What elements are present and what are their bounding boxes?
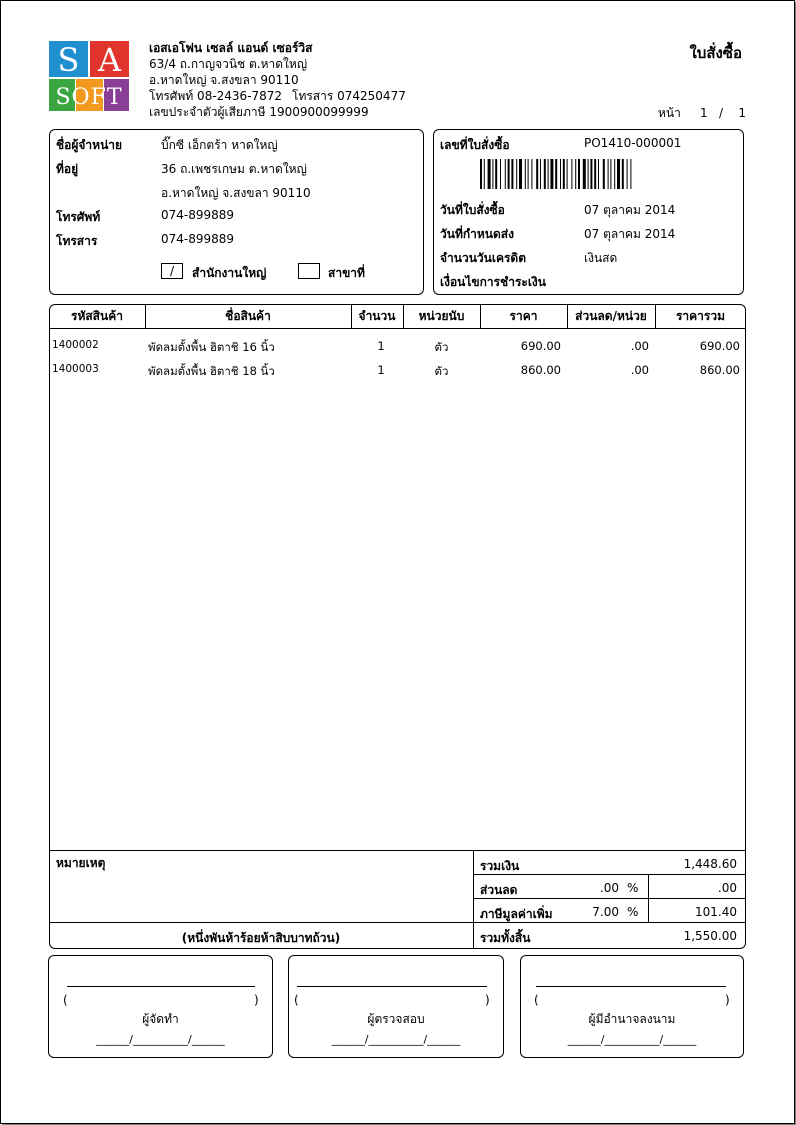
company-address-2: อ.หาดใหญ่ จ.สงขลา 90110 <box>149 73 299 87</box>
col-header-total: ราคารวม <box>675 309 726 323</box>
barcode-bar <box>488 159 491 189</box>
hq-label: สำนักงานใหญ่ <box>192 266 267 280</box>
row-2-discount: .00 <box>630 363 649 377</box>
grand-total-label: รวมทั้งสิ้น <box>480 931 531 945</box>
barcode-bar <box>588 159 589 189</box>
page-current: 1 <box>699 106 708 120</box>
supplier-address-1: 36 ถ.เพชรเกษม ต.หาดใหญ่ <box>161 162 307 176</box>
order-no-label: เลขที่ใบสั่งซื้อ <box>440 138 510 152</box>
company-taxid: เลขประจำตัวผู้เสียภาษี 1900900099999 <box>149 105 369 119</box>
hq-checkbox[interactable]: / <box>161 263 183 279</box>
row-1-qty: 1 <box>377 339 385 353</box>
barcode-bar <box>590 159 592 189</box>
vat-label: ภาษีมูลค่าเพิ่ม <box>480 907 553 921</box>
barcode-bar <box>492 159 493 189</box>
barcode-bar <box>598 159 599 189</box>
barcode-bar <box>505 159 506 189</box>
signature-paren-open: ( <box>294 993 299 1007</box>
order-no: PO1410-000001 <box>584 136 682 150</box>
discount-value: .00 <box>717 881 737 895</box>
barcode-bar <box>614 159 615 189</box>
row-1-unit: ตัว <box>434 340 449 354</box>
row-1-total: 690.00 <box>699 339 740 353</box>
barcode-bar <box>548 159 549 189</box>
page-label: หน้า <box>658 106 681 120</box>
row-1-code: 1400002 <box>52 339 99 351</box>
summary-col-divider <box>473 850 474 949</box>
barcode-bar <box>622 159 624 189</box>
barcode-bar <box>511 159 513 189</box>
signature-line <box>536 986 726 987</box>
barcode-bar <box>617 159 620 189</box>
barcode <box>480 159 692 189</box>
barcode-bar <box>610 159 611 189</box>
discount-percent-sign: % <box>627 881 639 895</box>
supplier-fax-label: โทรสาร <box>56 234 98 248</box>
barcode-bar <box>495 159 497 189</box>
words-divider <box>49 922 746 923</box>
col-header-unit: หน่วยนับ <box>418 309 465 323</box>
grand-total-value: 1,550.00 <box>683 929 737 943</box>
summary-inner-divider <box>648 874 649 922</box>
signature-role-checker: ผู้ตรวจสอบ <box>367 1012 425 1026</box>
barcode-bar <box>627 159 628 189</box>
col-header-code: รหัสสินค้า <box>71 309 123 323</box>
signature-paren-close: ) <box>725 993 730 1007</box>
supplier-address-label: ที่อยู่ <box>56 162 79 176</box>
row-2-name: พัดลมตั้งพื้น ฮิตาชิ 18 นิ้ว <box>148 364 275 378</box>
barcode-bar <box>500 159 501 189</box>
barcode-bar <box>603 159 605 189</box>
supplier-fax: 074-899889 <box>161 232 235 246</box>
signature-paren-close: ) <box>254 993 259 1007</box>
barcode-bar <box>608 159 609 189</box>
barcode-bar <box>536 159 538 189</box>
subtotal-value: 1,448.60 <box>683 857 737 871</box>
barcode-bar <box>630 159 631 189</box>
discount-percent: .00 <box>599 881 619 895</box>
barcode-bar <box>528 159 529 189</box>
row-2-price: 860.00 <box>520 363 561 377</box>
signature-paren-open: ( <box>63 993 68 1007</box>
vat-percent: 7.00 <box>592 905 619 919</box>
company-name: เอสเอโฟน เซลล์ แอนด์ เซอร์วิส <box>149 41 313 55</box>
remark-label: หมายเหตุ <box>56 856 106 870</box>
barcode-bar <box>508 159 510 189</box>
due-date-label: วันที่กำหนดส่ง <box>440 227 514 241</box>
svg-text:A: A <box>97 41 122 79</box>
barcode-bar <box>525 159 526 189</box>
svg-text:S: S <box>57 41 80 79</box>
supplier-phone-label: โทรศัพท์ <box>56 210 101 224</box>
supplier-phone: 074-899889 <box>161 208 235 222</box>
company-phone: โทรศัพท์ 08-2436-7872 <box>149 89 283 103</box>
barcode-bar <box>575 159 576 189</box>
order-date: 07 ตุลาคม 2014 <box>584 203 676 217</box>
vat-value: 101.40 <box>695 905 737 919</box>
discount-label: ส่วนลด <box>480 883 518 897</box>
col-header-discount: ส่วนลด/หน่วย <box>575 309 647 323</box>
barcode-bar <box>583 159 586 189</box>
barcode-bar <box>560 159 561 189</box>
supplier-name-label: ชื่อผู้จำหน่าย <box>56 138 123 152</box>
barcode-bar <box>550 159 553 189</box>
barcode-bar <box>516 159 517 189</box>
barcode-bar <box>544 159 546 189</box>
row-2-unit: ตัว <box>434 364 449 378</box>
order-date-label: วันที่ใบสั่งซื้อ <box>440 203 505 217</box>
branch-label: สาขาที่ <box>328 266 365 280</box>
signature-role-authorizer: ผู้มีอำนาจลงนาม <box>588 1012 676 1026</box>
signature-date-line: ______/__________/______ <box>331 1033 461 1046</box>
summary-divider <box>49 850 746 851</box>
barcode-bar <box>594 159 596 189</box>
barcode-bar <box>571 159 572 189</box>
barcode-bar <box>563 159 565 189</box>
col-header-qty: จำนวน <box>358 309 396 323</box>
signature-line <box>297 986 487 987</box>
barcode-bar <box>555 159 557 189</box>
page-separator: / <box>719 106 724 120</box>
barcode-bar <box>567 159 568 189</box>
signature-date-line: ______/__________/______ <box>96 1033 225 1046</box>
row-2-qty: 1 <box>377 363 385 377</box>
signature-date-line: ______/__________/______ <box>567 1033 697 1046</box>
col-header-price: ราคา <box>509 309 538 323</box>
barcode-bar <box>484 159 485 189</box>
barcode-bar <box>578 159 580 189</box>
row-2-code: 1400003 <box>52 363 99 375</box>
supplier-address-2: อ.หาดใหญ่ จ.สงขลา 90110 <box>161 186 311 200</box>
header-divider <box>49 328 746 329</box>
barcode-bar <box>480 159 482 189</box>
signature-paren-open: ( <box>534 993 539 1007</box>
row-1-name: พัดลมตั้งพื้น ฮิตาชิ 16 นิ้ว <box>148 340 275 354</box>
svg-text:SOFT: SOFT <box>55 85 123 110</box>
col-header-name: ชื่อสินค้า <box>225 309 271 323</box>
company-fax: โทรสาร 074250477 <box>292 89 406 103</box>
signature-line <box>67 986 255 987</box>
row-1-discount: .00 <box>630 339 649 353</box>
payment-terms-label: เงื่อนไขการชำระเงิน <box>440 275 546 289</box>
page-number <box>658 104 746 123</box>
subtotal-label: รวมเงิน <box>480 859 520 873</box>
supplier-name: บิ๊กซี เอ็กตร้า หาดใหญ่ <box>161 138 278 152</box>
signature-paren-close: ) <box>485 993 490 1007</box>
barcode-bar <box>519 159 522 189</box>
vat-percent-sign: % <box>627 905 639 919</box>
signature-role-preparer: ผู้จัดทำ <box>142 1012 179 1026</box>
company-address-1: 63/4 ถ.กาญจวนิช ต.หาดใหญ่ <box>149 57 308 71</box>
row-2-total: 860.00 <box>699 363 740 377</box>
document-title: ใบสั่งซื้อ <box>689 44 742 62</box>
branch-checkbox[interactable] <box>298 263 320 279</box>
amount-in-words: (หนึ่งพันห้าร้อยห้าสิบบาทถ้วน) <box>181 931 341 945</box>
credit-value: เงินสด <box>584 251 618 265</box>
sasoft-logo <box>49 41 131 113</box>
due-date: 07 ตุลาคม 2014 <box>584 227 676 241</box>
barcode-bar <box>531 159 532 189</box>
row-1-price: 690.00 <box>520 339 561 353</box>
credit-label: จำนวนวันเครดิต <box>440 251 527 265</box>
barcode-bar <box>540 159 541 189</box>
items-box <box>49 304 746 949</box>
page-total: 1 <box>738 106 746 120</box>
